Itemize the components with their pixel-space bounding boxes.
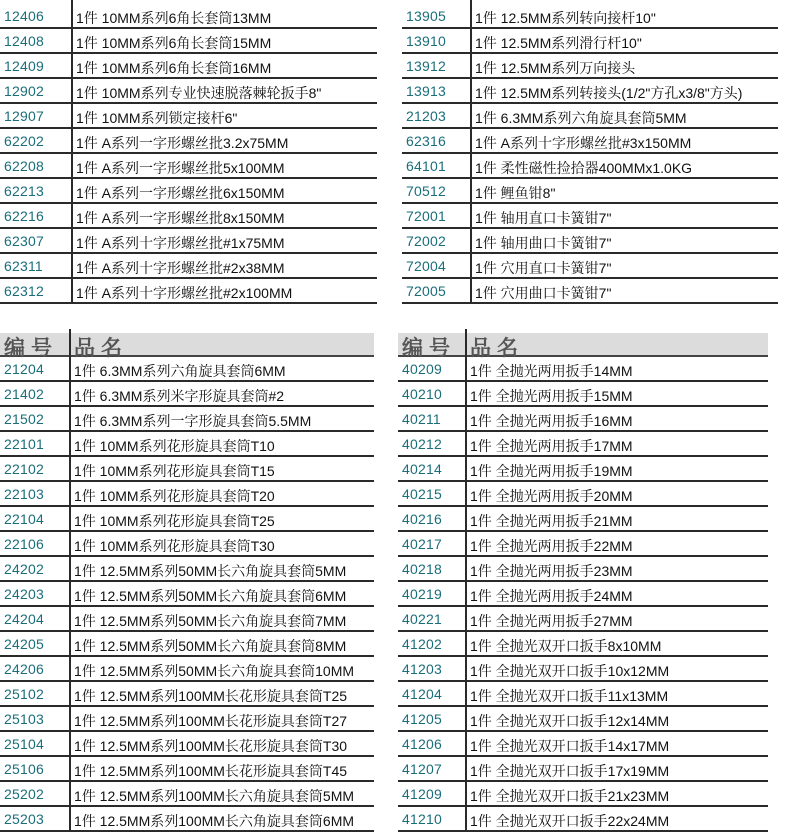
item-name: 1件 穴用曲口卡簧钳7" — [475, 285, 612, 301]
item-name: 1件 A系列十字形螺丝批#1x75MM — [76, 235, 285, 251]
table-row — [398, 407, 768, 432]
item-name: 1件 10MM系列花形旋具套筒T30 — [74, 538, 275, 554]
item-name: 1件 12.5MM系列100MM长花形旋具套筒T27 — [74, 713, 348, 729]
item-code: 72002 — [406, 233, 446, 249]
item-name: 1件 6.3MM系列六角旋具套筒5MM — [475, 110, 687, 126]
table-row — [0, 782, 374, 807]
item-code: 62316 — [406, 133, 446, 149]
item-code: 13905 — [406, 8, 446, 24]
table-row — [0, 532, 374, 557]
item-name: 1件 10MM系列专业快速脱落棘轮扳手8" — [76, 85, 322, 101]
table-row — [398, 432, 768, 457]
item-code: 64101 — [406, 158, 446, 174]
item-name: 1件 全抛光双开口扳手17x19MM — [470, 763, 670, 779]
table-row — [0, 79, 377, 104]
item-code: 62213 — [4, 183, 44, 199]
item-name: 1件 鲤鱼钳8" — [475, 185, 556, 201]
item-code: 40221 — [402, 611, 442, 627]
item-name: 1件 12.5MM系列转向接杆10" — [475, 10, 656, 26]
item-name: 1件 全抛光双开口扳手22x24MM — [470, 813, 670, 829]
table-row — [0, 457, 374, 482]
table-row — [402, 254, 778, 279]
item-code: 62307 — [4, 233, 44, 249]
item-name: 1件 12.5MM系列100MM长花形旋具套筒T45 — [74, 763, 348, 779]
item-code: 22102 — [4, 461, 44, 477]
table-row — [0, 657, 374, 682]
item-name: 1件 10MM系列6角长套筒16MM — [76, 60, 272, 76]
table-row — [402, 54, 778, 79]
table-row — [398, 557, 768, 582]
table-row — [398, 682, 768, 707]
item-code: 21402 — [4, 386, 44, 402]
item-name: 1件 全抛光两用扳手23MM — [470, 563, 633, 579]
item-name: 1件 轴用曲口卡簧钳7" — [475, 235, 612, 251]
item-name: 1件 12.5MM系列50MM长六角旋具套筒10MM — [74, 663, 355, 679]
item-name: 1件 12.5MM系列50MM长六角旋具套筒5MM — [74, 563, 347, 579]
item-code: 62312 — [4, 283, 44, 299]
item-name: 1件 A系列一字形螺丝批6x150MM — [76, 185, 285, 201]
table-row — [398, 532, 768, 557]
item-code: 40209 — [402, 361, 442, 377]
item-code: 12406 — [4, 8, 44, 24]
item-code: 25106 — [4, 761, 44, 777]
header-name-label: 品名 — [74, 337, 128, 360]
table-row — [402, 204, 778, 229]
table-row — [398, 707, 768, 732]
column-divider — [69, 329, 71, 832]
item-code: 24203 — [4, 586, 44, 602]
table-row — [0, 129, 377, 154]
item-code: 24204 — [4, 611, 44, 627]
table-row — [0, 279, 377, 304]
item-name: 1件 10MM系列锁定接杆6" — [76, 110, 238, 126]
item-name: 1件 12.5MM系列100MM长花形旋具套筒T30 — [74, 738, 348, 754]
table-row — [0, 179, 377, 204]
table-row — [0, 104, 377, 129]
item-name: 1件 10MM系列6角长套筒13MM — [76, 10, 272, 26]
table-row — [0, 254, 377, 279]
table-row — [402, 179, 778, 204]
item-name: 1件 全抛光双开口扳手8x10MM — [470, 638, 662, 654]
table-row — [0, 807, 374, 832]
item-name: 1件 12.5MM系列50MM长六角旋具套筒8MM — [74, 638, 347, 654]
item-code: 41209 — [402, 786, 442, 802]
item-code: 62311 — [4, 258, 43, 274]
item-name: 1件 全抛光两用扳手19MM — [470, 463, 633, 479]
item-code: 62216 — [4, 208, 44, 224]
item-code: 41207 — [402, 761, 442, 777]
table-row — [398, 632, 768, 657]
table-header — [0, 333, 374, 360]
item-name: 1件 12.5MM系列转接头(1/2"方孔x3/8"方头) — [475, 85, 743, 101]
table-row — [0, 204, 377, 229]
column-divider — [470, 0, 472, 304]
item-code: 41205 — [402, 711, 442, 727]
item-name: 1件 全抛光双开口扳手21x23MM — [470, 788, 670, 804]
item-code: 25103 — [4, 711, 44, 727]
item-name: 1件 全抛光两用扳手21MM — [470, 513, 633, 529]
item-code: 70512 — [406, 183, 446, 199]
item-code: 62202 — [4, 133, 44, 149]
item-name: 1件 12.5MM系列100MM长六角旋具套筒6MM — [74, 813, 355, 829]
item-code: 72004 — [406, 258, 446, 274]
header-code-label: 编号 — [4, 337, 58, 360]
table-row — [402, 79, 778, 104]
table-row — [0, 707, 374, 732]
item-code: 40212 — [402, 436, 442, 452]
item-code: 24205 — [4, 636, 44, 652]
table-row — [0, 632, 374, 657]
table-row — [398, 507, 768, 532]
table-row — [0, 357, 374, 382]
table-row — [398, 782, 768, 807]
item-name: 1件 全抛光双开口扳手11x13MM — [470, 688, 669, 704]
item-name: 1件 全抛光两用扳手16MM — [470, 413, 633, 429]
item-code: 40214 — [402, 461, 442, 477]
item-code: 41202 — [402, 636, 442, 652]
item-name: 1件 6.3MM系列六角旋具套筒6MM — [74, 363, 286, 379]
item-code: 40216 — [402, 511, 442, 527]
item-code: 40215 — [402, 486, 442, 502]
item-name: 1件 A系列十字形螺丝批#3x150MM — [475, 135, 692, 151]
item-name: 1件 全抛光双开口扳手14x17MM — [470, 738, 670, 754]
table-row — [0, 229, 377, 254]
item-code: 21203 — [406, 108, 446, 124]
item-code: 13913 — [406, 83, 446, 99]
item-name: 1件 10MM系列花形旋具套筒T25 — [74, 513, 275, 529]
table-header — [398, 333, 768, 360]
item-name: 1件 全抛光两用扳手14MM — [470, 363, 633, 379]
item-code: 12409 — [4, 58, 44, 74]
item-code: 40219 — [402, 586, 442, 602]
table-row — [0, 432, 374, 457]
item-name: 1件 6.3MM系列米字形旋具套筒#2 — [74, 388, 285, 404]
table-row — [0, 607, 374, 632]
item-code: 13912 — [406, 58, 446, 74]
item-name: 1件 6.3MM系列一字形旋具套筒5.5MM — [74, 413, 312, 429]
table-row — [402, 229, 778, 254]
table-row — [398, 807, 768, 832]
bottom-right-table — [398, 333, 768, 832]
item-code: 40218 — [402, 561, 442, 577]
table-row — [402, 4, 778, 29]
table-row — [398, 607, 768, 632]
table-row — [398, 482, 768, 507]
item-name: 1件 全抛光两用扳手24MM — [470, 588, 633, 604]
item-name: 1件 12.5MM系列滑行杆10" — [475, 35, 642, 51]
item-code: 40217 — [402, 536, 442, 552]
item-code: 25203 — [4, 811, 44, 827]
header-name-label: 品名 — [470, 337, 524, 360]
table-row — [0, 482, 374, 507]
item-code: 22101 — [4, 436, 44, 452]
item-name: 1件 A系列一字形螺丝批5x100MM — [76, 160, 285, 176]
table-row — [402, 129, 778, 154]
table-row — [398, 732, 768, 757]
item-code: 22106 — [4, 536, 44, 552]
item-code: 12907 — [4, 108, 44, 124]
item-name: 1件 全抛光两用扳手15MM — [470, 388, 633, 404]
item-code: 25102 — [4, 686, 44, 702]
item-code: 41210 — [402, 811, 442, 827]
table-row — [0, 54, 377, 79]
item-name: 1件 全抛光两用扳手20MM — [470, 488, 633, 504]
item-name: 1件 12.5MM系列100MM长花形旋具套筒T25 — [74, 688, 348, 704]
item-name: 1件 12.5MM系列100MM长六角旋具套筒5MM — [74, 788, 355, 804]
item-code: 12408 — [4, 33, 44, 49]
top-left-table — [0, 4, 377, 304]
item-code: 12902 — [4, 83, 44, 99]
item-name: 1件 全抛光两用扳手17MM — [470, 438, 633, 454]
item-code: 72001 — [406, 208, 446, 224]
table-row — [402, 154, 778, 179]
item-code: 72005 — [406, 283, 446, 299]
item-name: 1件 全抛光双开口扳手12x14MM — [470, 713, 670, 729]
item-code: 21204 — [4, 361, 44, 377]
table-row — [0, 29, 377, 54]
item-code: 22103 — [4, 486, 44, 502]
table-row — [398, 657, 768, 682]
item-name: 1件 全抛光双开口扳手10x12MM — [470, 663, 670, 679]
table-row — [398, 382, 768, 407]
table-row — [0, 582, 374, 607]
item-name: 1件 A系列一字形螺丝批8x150MM — [76, 210, 285, 226]
table-row — [402, 104, 778, 129]
item-name: 1件 12.5MM系列50MM长六角旋具套筒6MM — [74, 588, 347, 604]
table-row — [398, 582, 768, 607]
item-name: 1件 10MM系列花形旋具套筒T20 — [74, 488, 275, 504]
item-name: 1件 12.5MM系列50MM长六角旋具套筒7MM — [74, 613, 347, 629]
item-code: 40210 — [402, 386, 442, 402]
item-code: 13910 — [406, 33, 446, 49]
item-name: 1件 12.5MM系列万向接头 — [475, 60, 636, 76]
table-row — [0, 4, 377, 29]
table-row — [398, 757, 768, 782]
column-divider — [465, 329, 467, 832]
table-row — [0, 557, 374, 582]
table-row — [402, 29, 778, 54]
item-name: 1件 全抛光两用扳手27MM — [470, 613, 633, 629]
table-row — [0, 682, 374, 707]
top-right-table — [402, 4, 778, 304]
item-code: 24202 — [4, 561, 44, 577]
table-row — [0, 507, 374, 532]
item-code: 62208 — [4, 158, 44, 174]
table-row — [0, 154, 377, 179]
item-name: 1件 A系列十字形螺丝批#2x38MM — [76, 260, 285, 276]
item-name: 1件 10MM系列花形旋具套筒T15 — [74, 463, 275, 479]
table-row — [398, 357, 768, 382]
item-name: 1件 柔性磁性捡拾器400MMx1.0KG — [475, 160, 693, 176]
item-code: 40211 — [402, 411, 441, 427]
item-code: 25104 — [4, 736, 44, 752]
column-divider — [71, 0, 73, 304]
item-name: 1件 A系列十字形螺丝批#2x100MM — [76, 285, 293, 301]
item-name: 1件 A系列一字形螺丝批3.2x75MM — [76, 135, 289, 151]
item-code: 24206 — [4, 661, 44, 677]
item-code: 25202 — [4, 786, 44, 802]
table-row — [402, 279, 778, 304]
item-name: 1件 轴用直口卡簧钳7" — [475, 210, 612, 226]
item-code: 41204 — [402, 686, 442, 702]
item-code: 22104 — [4, 511, 44, 527]
table-row — [398, 457, 768, 482]
table-row — [0, 407, 374, 432]
header-code-label: 编号 — [402, 337, 456, 360]
table-row — [0, 757, 374, 782]
table-row — [0, 732, 374, 757]
item-name: 1件 穴用直口卡簧钳7" — [475, 260, 612, 276]
item-code: 41206 — [402, 736, 442, 752]
item-code: 21502 — [4, 411, 44, 427]
item-name: 1件 全抛光两用扳手22MM — [470, 538, 633, 554]
item-name: 1件 10MM系列6角长套筒15MM — [76, 35, 272, 51]
table-row — [0, 382, 374, 407]
item-code: 41203 — [402, 661, 442, 677]
item-name: 1件 10MM系列花形旋具套筒T10 — [74, 438, 275, 454]
bottom-left-table — [0, 333, 374, 832]
